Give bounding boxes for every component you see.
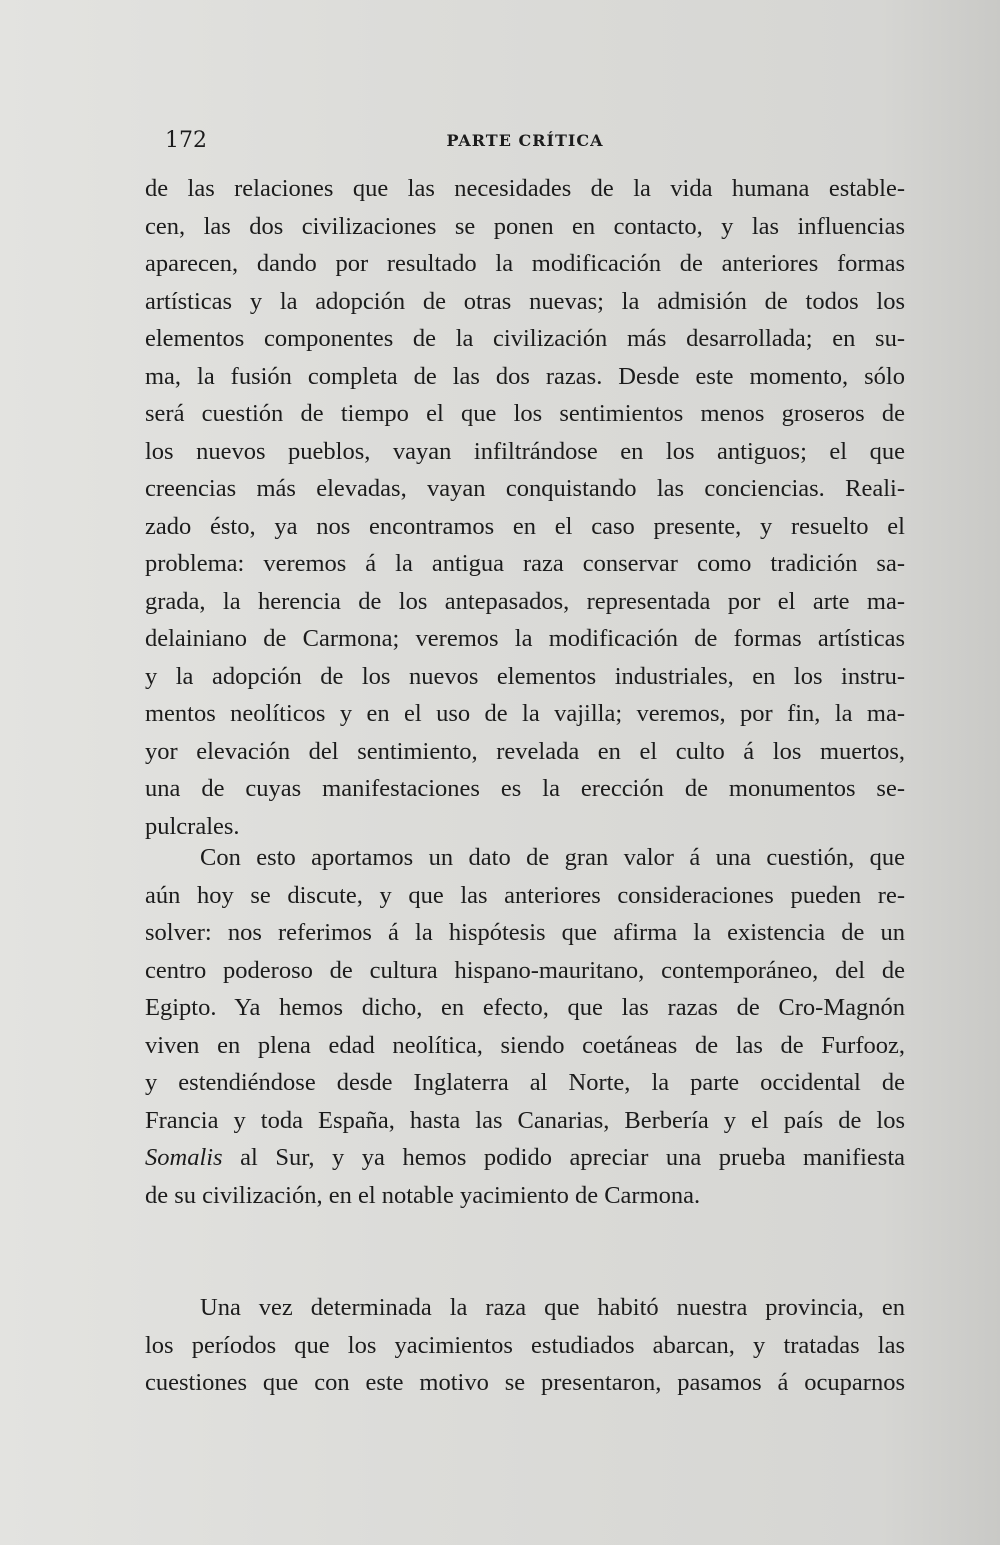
text-line: pulcrales.: [145, 812, 240, 840]
text-line: Una vez determinada la raza que habitó nuestra provincia, en: [200, 1294, 905, 1321]
page-number: 172: [165, 128, 207, 153]
text-line: creencias más elevadas, vayan conquistando las conciencias. Reali-: [145, 475, 905, 502]
text-line: yor elevación del sentimiento, revelada en el culto á los muertos,: [145, 737, 905, 765]
paragraph-1: [145, 170, 905, 845]
text-line: y estendiéndose desde Inglaterra al Norte, la parte occidental de: [145, 1069, 905, 1096]
text-line: centro poderoso de cultura hispano-mauritano, contemporáneo, del de: [145, 956, 905, 984]
text-line: elementos componentes de la civilización más desarrollada; en su-: [145, 325, 905, 352]
text-line: zado ésto, ya nos encontramos en el caso presente, y resuelto el: [145, 512, 905, 540]
text-line: Francia y toda España, hasta las Canarias, Berbería y el país de los: [145, 1106, 905, 1134]
running-title: PARTE CRÍTICA: [446, 131, 604, 150]
text-line: aún hoy se discute, y que las anteriores consideraciones pueden re-: [145, 881, 905, 909]
text-line-rest: al Sur, y ya hemos podido apreciar una prueba manifiesta: [240, 1144, 906, 1171]
text-line: solver: nos referimos á la hispótesis que afirma la existencia de un: [145, 919, 905, 946]
text-line: grada, la herencia de los antepasados, representada por el arte ma-: [145, 587, 905, 615]
text-line: Egipto. Ya hemos dicho, en efecto, que las razas de Cro-Magnón: [145, 994, 905, 1021]
text-line: será cuestión de tiempo el que los sentimientos menos groseros de: [145, 400, 905, 427]
text-line: los períodos que los yacimientos estudiados abarcan, y tratadas las: [145, 1331, 905, 1359]
text-line: viven en plena edad neolítica, siendo coetáneas de las de Furfooz,: [145, 1031, 905, 1059]
text-line: problema: veremos á la antigua raza conservar como tradición sa-: [145, 550, 905, 577]
italic-word: Somalis: [145, 1144, 223, 1171]
paragraph-3: [145, 1289, 905, 1402]
text-line: cen, las dos civilizaciones se ponen en contacto, y las influencias: [145, 212, 905, 240]
text-line: cuestiones que con este motivo se presentaron, pasamos á ocuparnos: [145, 1369, 905, 1396]
text-line: una de cuyas manifestaciones es la erección de monumentos se-: [145, 775, 905, 802]
text-line: delainiano de Carmona; veremos la modificación de formas artísticas: [145, 625, 905, 652]
page-header: [145, 128, 905, 158]
text-line: mentos neolíticos y en el uso de la vajilla; veremos, por fin, la ma-: [145, 700, 905, 727]
text-line: de las relaciones que las necesidades de la vida humana estable-: [145, 175, 905, 202]
text-line: artísticas y la adopción de otras nuevas; la admisión de todos los: [145, 287, 905, 315]
text-line: Con esto aportamos un dato de gran valor á una cuestión, que: [200, 844, 905, 871]
text-line: de su civilización, en el notable yacimiento de Carmona.: [145, 1181, 701, 1209]
text-line: los nuevos pueblos, vayan infiltrándose en los antiguos; el que: [145, 437, 905, 465]
text-line: ma, la fusión completa de las dos razas. Desde este momento, sólo: [145, 362, 905, 390]
text-line: y la adopción de los nuevos elementos industriales, en los instru-: [145, 662, 905, 690]
paragraph-2: [145, 839, 905, 1214]
text-line: aparecen, dando por resultado la modificación de anteriores formas: [145, 250, 905, 277]
text-line-with-italic: [145, 1139, 905, 1177]
